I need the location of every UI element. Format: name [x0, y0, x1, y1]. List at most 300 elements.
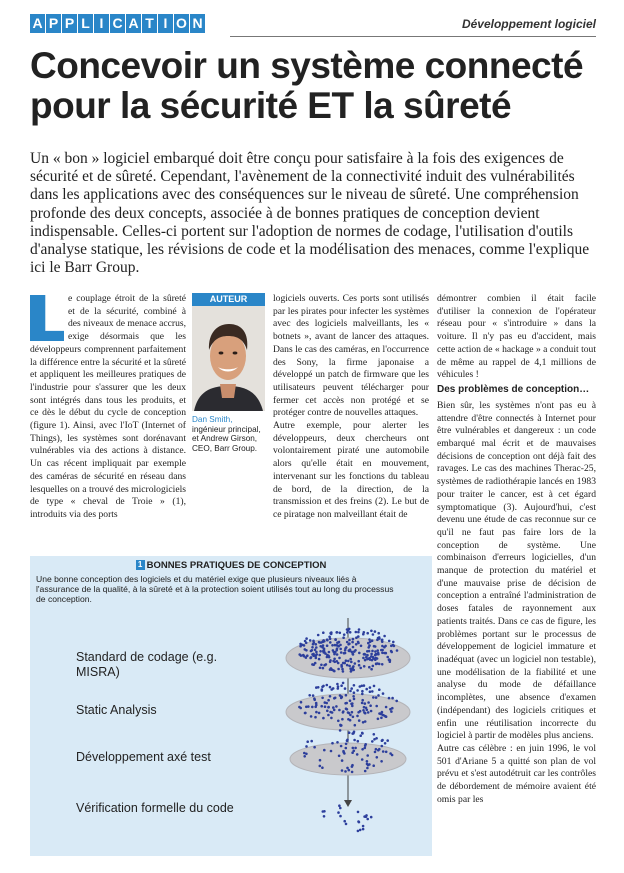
defect-dot	[357, 711, 360, 714]
defect-dot	[329, 637, 332, 640]
defect-dot	[334, 644, 337, 647]
defect-dot	[346, 641, 349, 644]
defect-dot	[368, 666, 371, 669]
defect-dot	[309, 639, 312, 642]
defect-dot	[321, 686, 324, 689]
defect-dot	[370, 668, 373, 671]
defect-dot	[342, 662, 345, 665]
defect-dot	[336, 653, 339, 656]
defect-dot	[312, 694, 315, 697]
defect-dot	[378, 688, 381, 691]
defect-dot	[329, 632, 332, 635]
defect-dot	[349, 648, 352, 651]
defect-dot	[322, 631, 325, 634]
author-photo	[192, 306, 265, 411]
defect-dot	[375, 696, 378, 699]
defect-dot	[382, 692, 385, 695]
defect-dot	[302, 654, 305, 657]
defect-dot	[349, 719, 352, 722]
defect-dot	[342, 750, 345, 753]
defect-dot	[385, 751, 388, 754]
level-label-2: Static Analysis	[76, 703, 157, 717]
defect-dot	[339, 729, 342, 732]
defect-dot	[358, 652, 361, 655]
defect-dot	[306, 740, 309, 743]
defect-dot	[367, 764, 370, 767]
defect-dot	[314, 649, 317, 652]
defect-dot	[333, 709, 336, 712]
defect-dot	[378, 748, 381, 751]
defect-dot	[353, 698, 356, 701]
defect-dot	[375, 737, 378, 740]
defect-dot	[329, 661, 332, 664]
kicker-letter: I	[158, 14, 173, 33]
defect-dot	[331, 742, 334, 745]
column-2-text-b: Autre exemple, pour alerter les développeurs, deux chercheurs ont volontairement piraté une automobile alors qu'elle était en mouvement, intervenant sur les fonctions du tableau de bord, de la direction, de la transmission et des freins (2). Le but de ce piratage non malveillant était de	[273, 420, 429, 520]
defect-dot	[338, 804, 341, 807]
defect-dot	[345, 747, 348, 750]
defect-dot	[311, 649, 314, 652]
defect-dot	[350, 687, 353, 690]
defect-dot	[341, 759, 344, 762]
defect-dot	[367, 701, 370, 704]
defect-dot	[344, 687, 347, 690]
defect-dot	[330, 717, 333, 720]
defect-dot	[321, 688, 324, 691]
defect-dot	[300, 701, 303, 704]
defect-dot	[320, 705, 323, 708]
defect-dot	[360, 645, 363, 648]
figure-title-text: BONNES PRATIQUES DE CONCEPTION	[146, 560, 327, 571]
defect-dot	[345, 659, 348, 662]
level-label-4: Vérification formelle du code	[76, 801, 234, 815]
defect-dot	[343, 652, 346, 655]
defect-dot	[380, 760, 383, 763]
defect-dot	[323, 815, 326, 818]
defect-dot	[346, 739, 349, 742]
defect-dot	[327, 699, 330, 702]
defect-dot	[366, 767, 369, 770]
defect-dot	[339, 724, 342, 727]
defect-dot	[363, 631, 366, 634]
defect-dot	[318, 654, 321, 657]
defect-dot	[336, 647, 339, 650]
defect-dot	[319, 759, 322, 762]
defect-dot	[354, 724, 357, 727]
lead-paragraph: Un « bon » logiciel embarqué doit être conçu pour satisfaire à la fois des exigences de sécurité et de sûreté. Cependant, l'avènement de la connectivité induit des vulnérabilités dans les applications avec des conséquences sur le niveau de sûreté. Une compréhension profonde des deux concepts, associée à de bonnes pratiques de conception devient indispensable. Celles-ci portent sur l'adoption de normes de codage, l'utilisation d'outils d'analyse statique, les révisions de code et la modélisation des menaces, comme l'explique ici le Barr Group.	[30, 150, 590, 277]
defect-dot	[343, 633, 346, 636]
defect-dot	[352, 646, 355, 649]
defect-dot	[356, 753, 359, 756]
defect-dot	[377, 652, 380, 655]
defect-dot	[357, 811, 360, 814]
defect-dot	[359, 829, 362, 832]
defect-dot	[299, 645, 302, 648]
author-caption	[192, 415, 265, 453]
defect-dot	[342, 670, 345, 673]
defect-dot	[341, 718, 344, 721]
defect-dot	[305, 642, 308, 645]
defect-dot	[335, 631, 338, 634]
defect-dot	[369, 686, 372, 689]
defect-dot	[338, 657, 341, 660]
defect-dot	[340, 665, 343, 668]
defect-dot	[339, 648, 342, 651]
defect-dot	[313, 641, 316, 644]
defect-dot	[362, 657, 365, 660]
section-name: Développement logiciel	[461, 17, 596, 31]
defect-dot	[325, 702, 328, 705]
defect-dot	[335, 705, 338, 708]
kicker-letter: T	[142, 14, 157, 33]
defect-dot	[322, 644, 325, 647]
defect-dot	[364, 702, 367, 705]
title-line-2: pour la sécurité ET la sûreté	[30, 85, 512, 126]
defect-dot	[344, 770, 347, 773]
defect-dot	[304, 712, 307, 715]
defect-dot	[377, 718, 380, 721]
defect-dot	[388, 697, 391, 700]
kicker-letter: I	[94, 14, 109, 33]
defect-dot	[377, 637, 380, 640]
defect-dot	[357, 631, 360, 634]
defect-dot	[369, 640, 372, 643]
defect-dot	[339, 807, 342, 810]
defect-dot	[334, 638, 337, 641]
defect-dot	[381, 645, 384, 648]
defect-dot	[346, 664, 349, 667]
defect-dot	[342, 711, 345, 714]
defect-dot	[305, 745, 308, 748]
column-1	[30, 293, 186, 522]
defect-dot	[329, 686, 332, 689]
kicker-letter: O	[174, 14, 189, 33]
defect-dot	[319, 667, 322, 670]
defect-dot	[349, 631, 352, 634]
defect-dot	[364, 770, 367, 773]
defect-dot	[326, 710, 329, 713]
defect-dot	[305, 637, 308, 640]
defect-dot	[372, 665, 375, 668]
title-line-1: Concevoir un système connecté	[30, 45, 584, 86]
defect-dot	[385, 715, 388, 718]
defect-dot	[320, 664, 323, 667]
column-3	[437, 293, 596, 806]
defect-dot	[385, 706, 388, 709]
kicker-letter: N	[190, 14, 205, 33]
defect-dot	[355, 631, 358, 634]
column-1-text: e couplage étroit de la sûreté et de la sécurité, combiné à des niveaux de menace accrus, exige désormais que les développeurs comprennent parfaitement la différence entre la sécurité et la sûreté et appliquent les meilleures pratiques de l'industrie pour s'assurer que les deux sont intégrés dans tous les produits, et ce dès le début du cycle de conception (figure 1). Ainsi, avec l'IoT (Internet of Things), les systèmes sont dorénavant vulnérables via des actions à distance. Un cas récent impliquait par exemple des caméras de sécurité en réseau dans lesquelles on a trouvé des micrologiciels de type « cheval de Troie » (1), introduits via des ports	[30, 293, 186, 520]
defect-dot	[314, 716, 317, 719]
defect-dot	[383, 652, 386, 655]
defect-dot	[340, 684, 343, 687]
defect-dot	[354, 662, 357, 665]
author-label: AUTEUR	[192, 293, 265, 306]
defect-dot	[311, 706, 314, 709]
defect-dot	[364, 659, 367, 662]
defect-dot	[348, 639, 351, 642]
defect-dot	[313, 699, 316, 702]
defect-dot	[317, 634, 320, 637]
defect-dot	[327, 706, 330, 709]
defect-dot	[332, 706, 335, 709]
defect-dot	[337, 720, 340, 723]
defect-dot	[353, 691, 356, 694]
defect-dot	[336, 741, 339, 744]
defect-dot	[323, 749, 326, 752]
defect-dot	[361, 693, 364, 696]
column-2	[273, 293, 429, 522]
level-label-3: Développement axé test	[76, 750, 211, 764]
defect-dot	[347, 660, 350, 663]
defect-dot	[364, 720, 367, 723]
defect-dot	[338, 641, 341, 644]
defect-dot	[318, 641, 321, 644]
defect-dot	[346, 628, 349, 631]
defect-dot	[330, 750, 333, 753]
column-3-text-a: démontrer combien il était facile d'utiliser la connexion de l'opérateur réseau pour « s'introduire » dans la voiture. Il n'y pas eu d'accident, mais cette action de « hackage » a conduit tout de même au rappel de 4,1 millions de véhicules !	[437, 293, 596, 381]
defect-dot	[321, 697, 324, 700]
defect-dot	[337, 668, 340, 671]
defect-dot	[352, 638, 355, 641]
kicker-letter: P	[46, 14, 61, 33]
defect-dot	[336, 660, 339, 663]
defect-dot	[370, 630, 373, 633]
defect-dot	[366, 754, 369, 757]
defect-dot	[315, 653, 318, 656]
defect-dot	[328, 651, 331, 654]
defect-dot	[361, 758, 364, 761]
defect-dot	[381, 663, 384, 666]
defect-dot	[361, 690, 364, 693]
defect-dot	[319, 650, 322, 653]
section-kicker	[30, 14, 205, 33]
defect-dot	[390, 651, 393, 654]
defect-dot	[368, 644, 371, 647]
defect-dot	[344, 702, 347, 705]
defect-dot	[308, 694, 311, 697]
defect-dot	[372, 633, 375, 636]
defect-dot	[333, 697, 336, 700]
defect-dot	[348, 628, 351, 631]
defect-dot	[380, 712, 383, 715]
defect-dot	[336, 683, 339, 686]
defect-dot	[340, 651, 343, 654]
defect-dot	[392, 641, 395, 644]
defect-dot	[331, 644, 334, 647]
defect-dot	[337, 645, 340, 648]
defect-dot	[364, 747, 367, 750]
defect-dot	[345, 743, 348, 746]
defect-dot	[324, 705, 327, 708]
defect-dot	[317, 686, 320, 689]
defect-dot	[342, 636, 345, 639]
defect-dot	[312, 654, 315, 657]
defect-dot	[315, 711, 318, 714]
defect-dot	[366, 760, 369, 763]
defect-dot	[322, 667, 325, 670]
defect-dot	[374, 650, 377, 653]
defect-dot	[339, 632, 342, 635]
defect-dot	[303, 752, 306, 755]
defect-dot	[361, 702, 364, 705]
defect-dot	[329, 668, 332, 671]
defect-dot	[367, 711, 370, 714]
defect-dot	[341, 668, 344, 671]
defect-dot	[299, 643, 302, 646]
defect-dot	[363, 711, 366, 714]
defect-dot	[373, 645, 376, 648]
defect-dot	[366, 632, 369, 635]
defect-dot	[395, 700, 398, 703]
figure-number: 1	[136, 560, 145, 570]
defect-dot	[363, 706, 366, 709]
defect-dot	[328, 656, 331, 659]
defect-dot	[382, 750, 385, 753]
defect-dot	[373, 685, 376, 688]
defect-dot	[369, 690, 372, 693]
column-3-text-b: Bien sûr, les systèmes n'ont pas eu à attendre d'être connectés à Internet pour être vulnérables et dangereux : un code embarqué mal écrit et de mauvaises décisions de conception ont déjà fait des ravages. Le cas des machines Therac-25, systèmes de radiothérapie lancés en 1983 pour traiter le cancer, est à cet égard symptomatique (3). Aujourd'hui, c'est devenu une étude de cas reconnue sur ce qu'il ne faut pas faire lors de la conception de système. Une combinaison d'erreurs logicielles, d'un manque de protection du matériel et d'une mauvaise prise de décision de conception a entraîné l'administration de doses fatales de rayonnement aux patients traités. Dans ce cas de figure, les problèmes portant sur le processus de développement de logiciel immature et inadéquat (avec un logiciel non testable), une modélisation de la fiabilité et une analyse du mode de défaillance incomplètes, une absence d'examen (indépendant) des logiciels critiques et enfin une réutilisation incorrecte du logiciel à partir de modèles plus anciens.	[437, 399, 596, 742]
defect-dot	[315, 704, 318, 707]
defect-dot	[326, 644, 329, 647]
defect-dot	[357, 660, 360, 663]
defect-dot	[309, 657, 312, 660]
defect-dot	[355, 643, 358, 646]
defect-dot	[390, 645, 393, 648]
defect-dot	[358, 821, 361, 824]
defect-dot	[318, 658, 321, 661]
defect-dot	[357, 830, 360, 833]
defect-dot	[329, 695, 332, 698]
defect-dot	[368, 650, 371, 653]
defect-dot	[352, 716, 355, 719]
defect-dot	[348, 731, 351, 734]
defect-dot	[377, 694, 380, 697]
defect-dot	[380, 649, 383, 652]
kicker-letter: L	[78, 14, 93, 33]
defect-dot	[356, 689, 359, 692]
defect-dot	[348, 642, 351, 645]
defect-dot	[372, 696, 375, 699]
defect-dot	[341, 769, 344, 772]
defect-dot	[322, 651, 325, 654]
defect-dot	[376, 657, 379, 660]
defect-dot	[323, 664, 326, 667]
defect-dot	[381, 652, 384, 655]
defect-dot	[389, 752, 392, 755]
defect-dot	[370, 653, 373, 656]
defect-dot	[354, 747, 357, 750]
flow-arrow-icon	[344, 800, 352, 807]
kicker-letter: A	[30, 14, 45, 33]
defect-dot	[354, 649, 357, 652]
defect-dot	[386, 739, 389, 742]
defect-dot	[361, 699, 364, 702]
defect-dot	[345, 707, 348, 710]
defect-dot	[393, 645, 396, 648]
defect-dot	[348, 665, 351, 668]
kicker-letter: C	[110, 14, 125, 33]
defect-dot	[350, 661, 353, 664]
subheading: Des problèmes de conception…	[437, 383, 590, 395]
defect-dot	[380, 717, 383, 720]
defect-dot	[351, 705, 354, 708]
defect-dot	[374, 630, 377, 633]
defect-dot	[347, 711, 350, 714]
defect-dot	[322, 810, 325, 813]
defect-dot	[363, 653, 366, 656]
defect-dot	[383, 635, 386, 638]
defect-dot	[310, 715, 313, 718]
defect-dot	[364, 743, 367, 746]
figure-description: Une bonne conception des logiciels et du matériel exige que plusieurs niveaux liés à l'assurance de la qualité, à la sûreté et à la protection soient utilisés tout au long du processus de conception.	[36, 574, 394, 605]
defect-dot	[391, 697, 394, 700]
defect-dot	[353, 684, 356, 687]
defect-dot	[342, 682, 345, 685]
defect-dot	[373, 733, 376, 736]
defect-dot	[391, 707, 394, 710]
defect-dot	[343, 820, 346, 823]
defect-dot	[390, 710, 393, 713]
defect-dot	[298, 706, 301, 709]
defect-dot	[366, 818, 369, 821]
defect-dot	[384, 645, 387, 648]
defect-dot	[351, 702, 354, 705]
defect-dot	[381, 745, 384, 748]
defect-dot	[350, 651, 353, 654]
defect-dot	[310, 740, 313, 743]
defect-dot	[355, 636, 358, 639]
defect-dot	[388, 658, 391, 661]
defect-dot	[362, 825, 365, 828]
level-label-1: Standard de codage (e.g. MISRA)	[76, 650, 218, 679]
defect-dot	[386, 656, 389, 659]
defect-dot	[359, 734, 362, 737]
defect-dot	[368, 638, 371, 641]
column-2-text-a: logiciels ouverts. Ces ports sont utilisés par les pirates pour infecter les systèmes avec des logiciels malveillants, les « botnets », avant de lancer des attaques. Dans le cas des caméras, en l'occurrence des Sony, la firme japonaise a développé un patch de firmware que les utilisateurs peuvent télécharger pour fermer cet accès non protégé et se protéger contre de nouvelles attaques.	[273, 293, 429, 419]
defect-dot	[304, 648, 307, 651]
header-rule	[230, 36, 596, 37]
defect-dot	[366, 709, 369, 712]
defect-dot	[358, 719, 361, 722]
defect-dot	[376, 756, 379, 759]
defect-dot	[341, 696, 344, 699]
defect-dot	[370, 710, 373, 713]
defect-dot	[306, 654, 309, 657]
defect-dot	[359, 685, 362, 688]
defect-dot	[366, 654, 369, 657]
defect-dot	[322, 639, 325, 642]
defect-dot	[371, 690, 374, 693]
defect-dot	[345, 646, 348, 649]
defect-dot	[358, 628, 361, 631]
defect-dot	[356, 715, 359, 718]
defect-dot	[352, 695, 355, 698]
defect-dot	[349, 658, 352, 661]
defect-dot	[365, 814, 368, 817]
defect-dot	[366, 658, 369, 661]
defect-dot	[353, 731, 356, 734]
defect-dot	[318, 712, 321, 715]
author-role: ingénieur principal, et Andrew Girson, CEO, Barr Group.	[192, 424, 261, 453]
defect-dot	[352, 747, 355, 750]
defect-dot	[322, 717, 325, 720]
defect-dot	[352, 665, 355, 668]
defect-dot	[349, 714, 352, 717]
defect-dot	[375, 748, 378, 751]
defect-dot	[370, 816, 373, 819]
defect-dot	[303, 755, 306, 758]
